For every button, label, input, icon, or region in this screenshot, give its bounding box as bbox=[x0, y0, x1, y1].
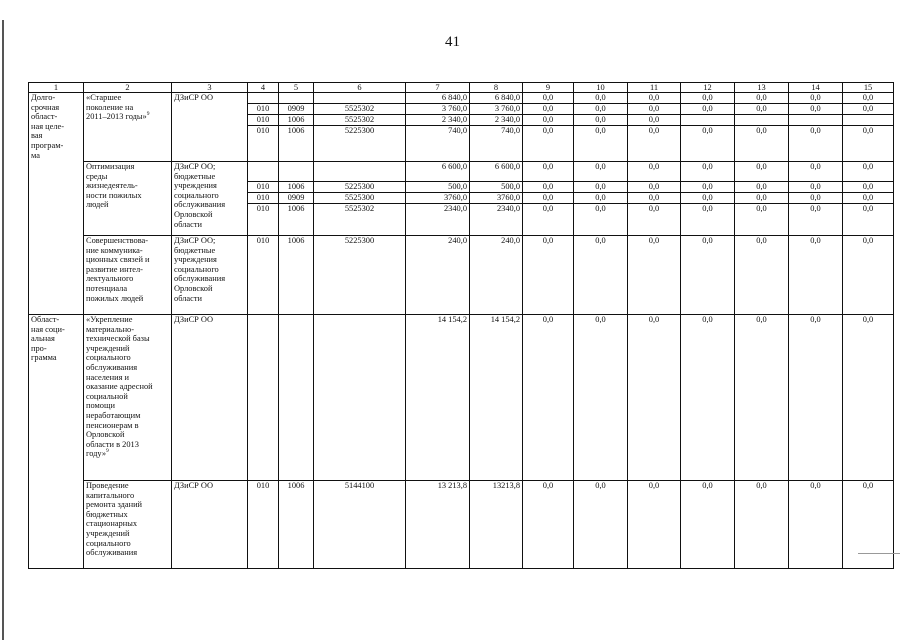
amount-cell: 0,0 bbox=[681, 126, 735, 162]
amount-cell: 13213,8 bbox=[470, 481, 523, 569]
amount-cell: 0,0 bbox=[789, 126, 843, 162]
program-title-cell: «Старшее поколение на 2011–2013 годы»$^9$ bbox=[84, 93, 172, 162]
amount-cell: 0,0 bbox=[574, 193, 628, 204]
col-header-15: 15 bbox=[843, 83, 894, 93]
amount-cell: 3760,0 bbox=[406, 193, 470, 204]
amount-cell: 0,0 bbox=[843, 481, 894, 569]
col-header-3: 3 bbox=[172, 83, 248, 93]
amount-cell: 500,0 bbox=[470, 182, 523, 193]
amount-cell: 0,0 bbox=[523, 193, 574, 204]
amount-cell: 0,0 bbox=[574, 315, 628, 481]
program-type-cell: Област- ная соци- альная про- грамма bbox=[29, 315, 84, 569]
amount-cell: 0,0 bbox=[789, 162, 843, 182]
code-cell: 5525302 bbox=[314, 115, 406, 126]
amount-cell: 3 760,0 bbox=[406, 104, 470, 115]
code-cell: 1006 bbox=[279, 126, 314, 162]
amount-cell: 0,0 bbox=[523, 481, 574, 569]
table-row bbox=[29, 481, 894, 569]
amount-cell: 0,0 bbox=[681, 193, 735, 204]
amount-cell: 0,0 bbox=[681, 104, 735, 115]
department-cell: ДЗиСР ОО bbox=[172, 481, 248, 569]
amount-cell: 0,0 bbox=[628, 162, 681, 182]
amount-cell: 0,0 bbox=[735, 193, 789, 204]
department-cell: ДЗиСР ОО; бюджетные учреждения социального обслуживания Орловской области bbox=[172, 162, 248, 236]
amount-cell: 0,0 bbox=[843, 236, 894, 315]
amount-cell: 0,0 bbox=[523, 236, 574, 315]
amount-cell: 0,0 bbox=[523, 104, 574, 115]
amount-cell: 13 213,8 bbox=[406, 481, 470, 569]
table-row bbox=[29, 93, 894, 104]
amount-cell: 14 154,2 bbox=[406, 315, 470, 481]
code-cell: 1006 bbox=[279, 182, 314, 193]
code-cell: 5225300 bbox=[314, 126, 406, 162]
amount-cell: 2340,0 bbox=[406, 204, 470, 236]
amount-cell: 0,0 bbox=[523, 204, 574, 236]
amount-cell bbox=[735, 115, 789, 126]
code-cell: 5525300 bbox=[314, 193, 406, 204]
code-cell: 010 bbox=[248, 182, 279, 193]
amount-cell: 0,0 bbox=[681, 236, 735, 315]
amount-cell: 0,0 bbox=[523, 315, 574, 481]
amount-cell: 0,0 bbox=[681, 481, 735, 569]
amount-cell: 0,0 bbox=[574, 104, 628, 115]
amount-cell: 0,0 bbox=[843, 315, 894, 481]
col-header-7: 7 bbox=[406, 83, 470, 93]
measure-title-cell: Совершенствова- ние коммуника- ционных связей и развитие интел- лектуального потенциала пожилых людей bbox=[84, 236, 172, 315]
amount-cell: 0,0 bbox=[523, 93, 574, 104]
amount-cell: 0,0 bbox=[735, 236, 789, 315]
amount-cell: 0,0 bbox=[789, 193, 843, 204]
amount-cell: 2340,0 bbox=[470, 204, 523, 236]
amount-cell: 0,0 bbox=[735, 481, 789, 569]
amount-cell: 0,0 bbox=[843, 93, 894, 104]
amount-cell: 0,0 bbox=[789, 315, 843, 481]
col-header-13: 13 bbox=[735, 83, 789, 93]
amount-cell: 0,0 bbox=[574, 236, 628, 315]
code-cell: 1006 bbox=[279, 236, 314, 315]
code-cell: 010 bbox=[248, 204, 279, 236]
amount-cell: 0,0 bbox=[574, 93, 628, 104]
amount-cell: 0,0 bbox=[523, 126, 574, 162]
code-cell: 1006 bbox=[279, 481, 314, 569]
amount-cell bbox=[843, 115, 894, 126]
amount-cell: 0,0 bbox=[789, 204, 843, 236]
amount-cell: 0,0 bbox=[574, 481, 628, 569]
amount-cell: 0,0 bbox=[735, 162, 789, 182]
amount-cell: 6 600,0 bbox=[406, 162, 470, 182]
amount-cell: 0,0 bbox=[574, 162, 628, 182]
col-header-2: 2 bbox=[84, 83, 172, 93]
amount-cell bbox=[681, 115, 735, 126]
col-header-14: 14 bbox=[789, 83, 843, 93]
code-cell: 1006 bbox=[279, 115, 314, 126]
footnote-mark: 9 bbox=[106, 448, 109, 455]
amount-cell: 0,0 bbox=[843, 104, 894, 115]
department-cell: ДЗиСР ОО; бюджетные учреждения социального обслуживания Орловской области bbox=[172, 236, 248, 315]
amount-cell: 0,0 bbox=[628, 104, 681, 115]
code-cell bbox=[279, 315, 314, 481]
code-cell: 5525302 bbox=[314, 104, 406, 115]
amount-cell: 0,0 bbox=[523, 182, 574, 193]
table-row bbox=[29, 315, 894, 481]
amount-cell: 0,0 bbox=[681, 162, 735, 182]
amount-cell bbox=[789, 115, 843, 126]
amount-cell: 2 340,0 bbox=[470, 115, 523, 126]
table-row bbox=[29, 162, 894, 182]
amount-cell: 0,0 bbox=[735, 104, 789, 115]
amount-cell: 0,0 bbox=[628, 182, 681, 193]
footnote-mark: 9 bbox=[146, 111, 150, 118]
amount-cell: 0,0 bbox=[843, 126, 894, 162]
amount-cell: 0,0 bbox=[628, 193, 681, 204]
amount-cell: 0,0 bbox=[681, 315, 735, 481]
amount-cell: 0,0 bbox=[735, 93, 789, 104]
col-header-11: 11 bbox=[628, 83, 681, 93]
amount-cell: 0,0 bbox=[789, 104, 843, 115]
col-header-10: 10 bbox=[574, 83, 628, 93]
department-cell: ДЗиСР ОО bbox=[172, 315, 248, 481]
code-cell: 010 bbox=[248, 126, 279, 162]
amount-cell: 0,0 bbox=[735, 182, 789, 193]
amount-cell: 0,0 bbox=[681, 204, 735, 236]
program-type-cell: Долго- срочная област- ная целе- вая програм- ма bbox=[29, 93, 84, 315]
code-cell: 5225300 bbox=[314, 236, 406, 315]
amount-cell: 0,0 bbox=[574, 182, 628, 193]
department-cell: ДЗиСР ОО bbox=[172, 93, 248, 162]
amount-cell: 14 154,2 bbox=[470, 315, 523, 481]
amount-cell: 6 840,0 bbox=[470, 93, 523, 104]
code-cell: 0909 bbox=[279, 193, 314, 204]
amount-cell: 6 600,0 bbox=[470, 162, 523, 182]
table-row bbox=[29, 236, 894, 315]
amount-cell: 0,0 bbox=[628, 236, 681, 315]
code-cell: 5144100 bbox=[314, 481, 406, 569]
amount-cell: 740,0 bbox=[406, 126, 470, 162]
amount-cell: 0,0 bbox=[843, 182, 894, 193]
code-cell bbox=[248, 315, 279, 481]
measure-title-cell: Оптимизация среды жизнедеятель- ности пожилых людей bbox=[84, 162, 172, 236]
amount-cell: 0,0 bbox=[735, 315, 789, 481]
amount-cell: 0,0 bbox=[523, 162, 574, 182]
col-header-9: 9 bbox=[523, 83, 574, 93]
amount-cell: 0,0 bbox=[574, 204, 628, 236]
column-numbers-row bbox=[29, 83, 894, 93]
code-cell: 0909 bbox=[279, 104, 314, 115]
amount-cell: 0,0 bbox=[574, 115, 628, 126]
code-cell: 010 bbox=[248, 193, 279, 204]
amount-cell: 240,0 bbox=[470, 236, 523, 315]
program-title-cell: «Укрепление материально- технической базы учреждений социального обслуживания населения и оказание адресной социальной помощи неработающим пенсионерам в Орловской области в 2013 году»$^9$ bbox=[84, 315, 172, 481]
amount-cell: 0,0 bbox=[735, 204, 789, 236]
amount-cell: 0,0 bbox=[574, 126, 628, 162]
code-cell: 5225300 bbox=[314, 182, 406, 193]
budget-table bbox=[28, 82, 894, 569]
amount-cell: 0,0 bbox=[628, 115, 681, 126]
amount-cell: 0,0 bbox=[789, 481, 843, 569]
amount-cell: 0,0 bbox=[789, 93, 843, 104]
code-cell: 010 bbox=[248, 104, 279, 115]
col-header-1: 1 bbox=[29, 83, 84, 93]
amount-cell: 0,0 bbox=[628, 315, 681, 481]
amount-cell: 6 840,0 bbox=[406, 93, 470, 104]
amount-cell: 0,0 bbox=[843, 204, 894, 236]
amount-cell: 0,0 bbox=[681, 93, 735, 104]
amount-cell: 3 760,0 bbox=[470, 104, 523, 115]
amount-cell: 740,0 bbox=[470, 126, 523, 162]
amount-cell: 0,0 bbox=[843, 162, 894, 182]
amount-cell: 240,0 bbox=[406, 236, 470, 315]
amount-cell: 3760,0 bbox=[470, 193, 523, 204]
amount-cell: 500,0 bbox=[406, 182, 470, 193]
page-number: 41 bbox=[445, 34, 460, 50]
amount-cell: 0,0 bbox=[523, 115, 574, 126]
measure-title-cell: Проведение капитального ремонта зданий бюджетных стационарных учреждений социального обслуживания bbox=[84, 481, 172, 569]
amount-cell: 0,0 bbox=[628, 204, 681, 236]
code-cell: 5525302 bbox=[314, 204, 406, 236]
col-header-5: 5 bbox=[279, 83, 314, 93]
col-header-6: 6 bbox=[314, 83, 406, 93]
amount-cell: 0,0 bbox=[789, 182, 843, 193]
code-cell: 010 bbox=[248, 236, 279, 315]
col-header-8: 8 bbox=[470, 83, 523, 93]
code-cell bbox=[314, 315, 406, 481]
amount-cell: 0,0 bbox=[628, 126, 681, 162]
amount-cell: 2 340,0 bbox=[406, 115, 470, 126]
amount-cell: 0,0 bbox=[628, 481, 681, 569]
col-header-12: 12 bbox=[681, 83, 735, 93]
amount-cell: 0,0 bbox=[628, 93, 681, 104]
amount-cell: 0,0 bbox=[681, 182, 735, 193]
code-cell: 010 bbox=[248, 115, 279, 126]
code-cell: 010 bbox=[248, 481, 279, 569]
binding-edge-line bbox=[2, 20, 4, 640]
code-cell: 1006 bbox=[279, 204, 314, 236]
amount-cell: 0,0 bbox=[735, 126, 789, 162]
amount-cell: 0,0 bbox=[843, 193, 894, 204]
col-header-4: 4 bbox=[248, 83, 279, 93]
amount-cell: 0,0 bbox=[789, 236, 843, 315]
scan-artifact bbox=[858, 553, 900, 554]
